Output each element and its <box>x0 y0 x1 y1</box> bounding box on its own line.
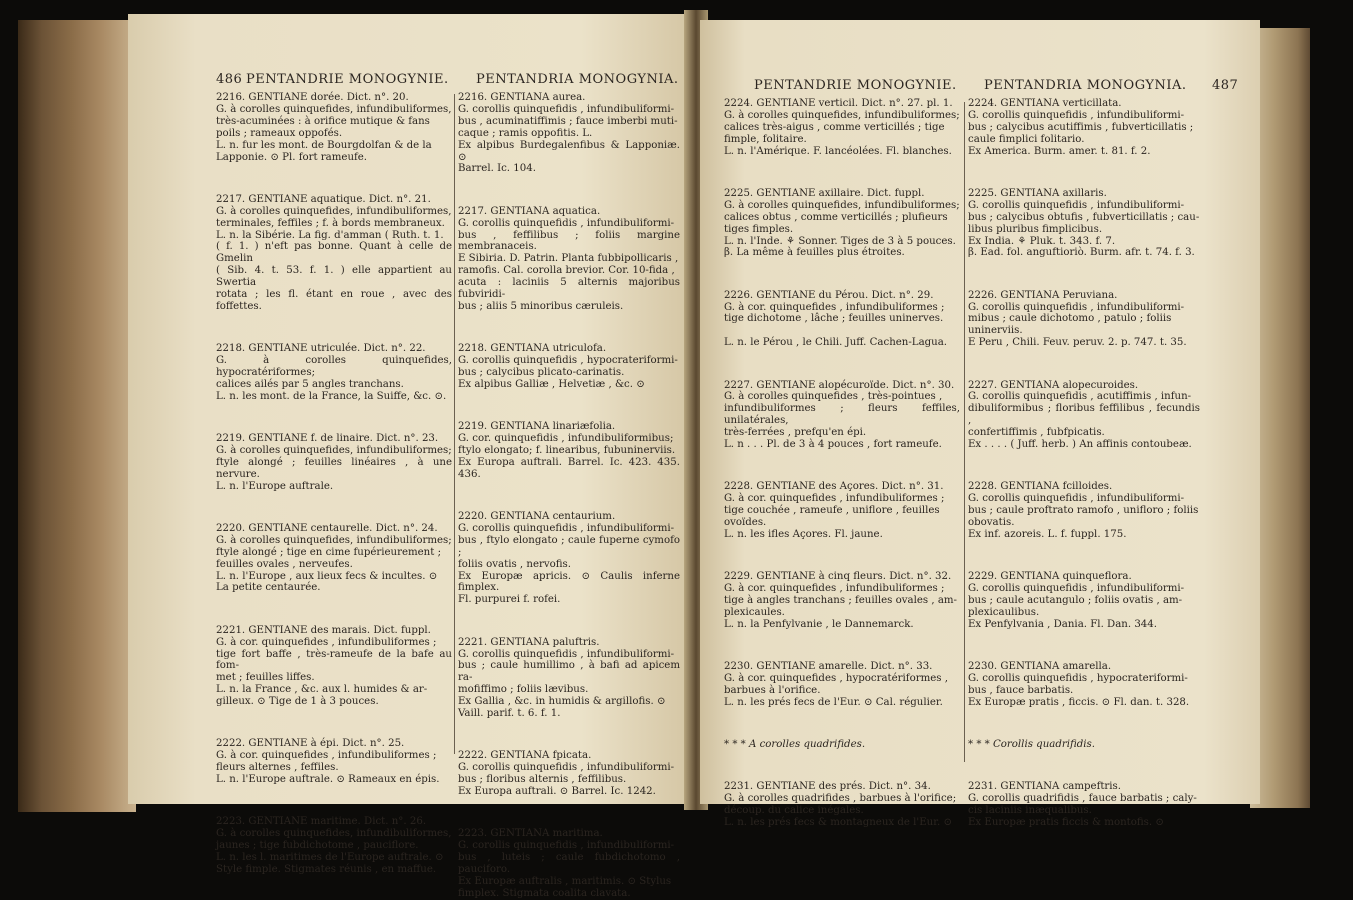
entry-heading-line: 2225. GENTIANE axillaire. Dict. fuppl. <box>724 187 925 199</box>
species-entry <box>724 661 960 709</box>
running-head-fr-right: PENTANDRIE MONOGYNIE. <box>754 78 957 93</box>
entry-heading-line: 2231. GENTIANE des prés. Dict. n°. 34. <box>724 781 931 793</box>
entry-text-line: G. corollis quinquefidis , infundibuliformi- <box>968 583 1185 595</box>
entry-heading-line: 2220. GENTIANA centaurium. <box>458 511 616 523</box>
page-number-right: 487 <box>1212 78 1239 93</box>
entry-text-line: G. corollis quinquefidis , infundibuliformi- <box>458 217 675 229</box>
entry-text-line: G. à corolles quinquefides, infundibuliformes, <box>216 205 452 217</box>
entry-text-line: ftylo elongato; f. linearibus, fubuninerviis. <box>458 444 676 456</box>
entry-heading-line: 2229. GENTIANE à cinq fleurs. Dict. n°. 32. <box>724 571 952 583</box>
species-entry <box>968 781 1200 829</box>
entry-text-line: infundibuliformes ; fleurs feffiles, unilatérales, <box>724 403 960 427</box>
entry-text-line: feuilles ovales , nerveufes. <box>216 558 353 570</box>
entry-text-line: L. n. l'Europe auftrale. <box>216 480 334 492</box>
entry-text-line: Style fimple. Stigmates réunis , en maffue. <box>216 864 437 875</box>
entry-text-line: G. à corolles quinquefides, hypocratériformes; <box>216 355 452 378</box>
entry-text-line: L. n. la Penfylvanie , le Dannemarck. <box>724 618 914 630</box>
entry-text-line: dibuliformibus ; floribus feffilibus , fecundis , <box>968 403 1200 427</box>
entry-text-line: Ex Europa auftrali. ⊙ Barrel. Ic. 1242. <box>458 786 656 798</box>
entry-text-line: bus , ftylo elongato ; caule fuperne cymofo ; <box>458 534 680 558</box>
entry-heading-line: 2221. GENTIANA paluftris. <box>458 636 600 648</box>
entry-text-line: met ; feuilles liffes. <box>216 672 315 684</box>
entry-text-line: ftyle alongé ; feuilles linéaires , à une nervure. <box>216 456 452 480</box>
entry-text-line: ramofis. Cal. corolla brevior. Cor. 10-fida , <box>458 265 675 277</box>
entry-text-line: G. à corolles quinquefides, infundibuliformes, <box>216 828 452 840</box>
entry-text-line: bus ; aliis 5 minoribus cæruleis. <box>458 300 624 312</box>
entry-heading-line: 2217. GENTIANE aquatique. Dict. n°. 21. <box>216 193 431 205</box>
entry-text-line: L. n. les prés fecs de l'Eur. ⊙ Cal. régulier. <box>724 696 943 708</box>
entry-text-line: G. à cor. quinquefides , hypocratériformes , <box>724 672 948 684</box>
entry-text-line: L. n. les mont. de la France, la Suiffe, &c. ⊙. <box>216 390 447 402</box>
entry-heading-line: 2228. GENTIANE des Açores. Dict. n°. 31. <box>724 481 944 493</box>
entry-text-line: G. à corolles quinquefides, infundibuliformes; <box>216 534 452 546</box>
entry-text-line: rotata ; les fl. étant en roue , avec des foffettes. <box>216 289 452 312</box>
species-entry <box>724 380 960 451</box>
entry-text-line: G. corollis quinquefidis , acutiffimis , infun- <box>968 391 1192 403</box>
entry-text-line: gilleux. ⊙ Tige de 1 à 3 pouces. <box>216 696 379 708</box>
entry-text-line: bus ; floribus alternis , feffilibus. <box>458 774 627 786</box>
entry-text-line: G. à cor. quinquefides , infundibuliformes ; <box>216 636 437 648</box>
entry-text-line: Ex Europa auftrali. Barrel. Ic. 423. 435. 436. <box>458 456 680 480</box>
entry-text-line: L. n. l'Europe auftrale. ⊙ Rameaux en épis. <box>216 774 440 786</box>
species-entry <box>458 511 680 606</box>
entry-text-line: L. n. les prés fecs & montagneux de l'Eur. ⊙ <box>724 816 952 828</box>
entry-text-line: fimple, folitaire. <box>724 133 807 145</box>
entry-text-line: L. n. l'Inde. ⚘ Sonner. Tiges de 3 à 5 pouces. <box>724 235 956 247</box>
entry-text-line: G. corollis quinquefidis , hypocrateriformi- <box>968 672 1188 684</box>
entry-text-line: Vaill. parif. t. 6. f. 1. <box>458 708 561 720</box>
species-entry <box>968 661 1200 709</box>
entry-text-line: Ex Gallia , &c. in humidis & argillofis. ⊙ <box>458 696 666 708</box>
entry-text-line: G. à cor. quinquefides , infundibuliformes ; <box>216 750 437 762</box>
entry-text-line: acuta : laciniis 5 alternis majoribus fubviridi- <box>458 277 680 301</box>
entry-text-line: G. à cor. quinquefides , infundibuliformes ; <box>724 583 945 595</box>
entry-text-line: β. Ead. fol. anguftioriò. Burm. afr. t. 74. f. 3. <box>968 247 1195 259</box>
entry-heading-line: 2227. GENTIANA alopecuroides. <box>968 379 1139 391</box>
entry-text-line: bus ; calycibus acutiffimis , fubverticillatis ; <box>968 121 1194 133</box>
entry-text-line: Ex Europæ pratis , ficcis. ⊙ Fl. dan. t. 328. <box>968 696 1190 708</box>
species-entry <box>968 98 1200 158</box>
entry-heading-line: 2223. GENTIANE maritime. Dict. n°. 26. <box>216 816 427 828</box>
entry-text-line: G. corollis quinquefidis , infundibuliformi- <box>458 522 675 534</box>
species-entry <box>724 481 960 541</box>
entry-text-line: L. n. l'Amérique. F. lancéolées. Fl. blanches. <box>724 145 952 157</box>
entry-heading-line: 2221. GENTIANE des marais. Dict. fuppl. <box>216 624 431 636</box>
entry-text-line: β. La même à feuilles plus étroites. <box>724 247 905 259</box>
entry-text-line: Ex America. Burm. amer. t. 81. f. 2. <box>968 145 1151 157</box>
entry-text-line: Ex Europæ pratis ficcis & montofis. ⊙ <box>968 817 1164 828</box>
entry-text-line: G. corollis quinquefidis , infundibuliformi- <box>458 762 675 774</box>
entry-text-line: ( Sib. 4. t. 53. f. 1. ) elle appartient au Swertia <box>216 265 452 289</box>
entry-text-line: mofiffimo ; foliis lævibus. <box>458 684 589 696</box>
species-entry <box>458 206 680 313</box>
entry-text-line: tige à angles tranchans ; feuilles ovales , am- <box>724 594 957 606</box>
entry-heading-line: 2222. GENTIANA fpicata. <box>458 750 592 762</box>
entry-heading-line: 2224. GENTIANE verticil. Dict. n°. 27. pl. 1. <box>724 98 953 109</box>
entry-text-line: L. n. les l. maritimes de l'Europe auftrale. ⊙ <box>216 852 444 864</box>
species-entry <box>216 92 452 163</box>
entry-text-line: tige dichotome , lâche ; feuilles uninerves. <box>724 313 944 325</box>
entry-text-line: terminales, feffiles ; f. à bords membraneux. <box>216 217 445 229</box>
entry-text-line: L. n. les ifles Açores. Fl. jaune. <box>724 528 883 540</box>
entry-text-line: plexicaulibus. <box>968 606 1040 618</box>
entry-text-line: G. corollis quinquefidis , infundibuliformi- <box>458 103 675 115</box>
species-entry <box>968 481 1200 541</box>
entry-text-line: fleurs alternes , feffiles. <box>216 762 339 774</box>
entry-text-line: Ex . . . . ( Juff. herb. ) An affinis contoubeæ. <box>968 439 1192 451</box>
entry-text-line: foliis ovatis , nervofis. <box>458 558 572 570</box>
species-entry <box>216 433 452 493</box>
entry-text-line: ( f. 1. ) n'eft pas bonne. Quant à celle de Gmelin <box>216 241 452 265</box>
entry-text-line: cis laciniis inæqualibus. <box>968 805 1092 817</box>
french-column-left <box>216 92 452 876</box>
entry-heading-line: 2220. GENTIANE centaurelle. Dict. n°. 24. <box>216 522 438 534</box>
species-entry <box>216 816 452 876</box>
entry-text-line: très-acuminées : à orifice mutique & fans <box>216 115 430 127</box>
species-entry <box>968 290 1200 350</box>
species-entry <box>458 828 680 899</box>
entry-text-line: G. à corolles quinquefides , très-pointues , <box>724 391 943 403</box>
entry-text-line: fimplex. Stigmata coalita clavata. <box>458 887 631 899</box>
entry-text-line: mibus ; caule dichotomo , patulo ; foliis <box>968 313 1172 325</box>
column-rule-right <box>964 102 965 762</box>
entry-text-line: découp. du calice inégales. <box>724 805 864 817</box>
species-entry <box>458 92 680 175</box>
species-entry <box>216 343 452 403</box>
entry-text-line: bus , acuminatiffimis ; fauce imberbi muti- <box>458 115 678 127</box>
entry-text-line: Ex alpibus Burdegalenfibus & Lapponiæ. ⊙ <box>458 139 680 163</box>
species-entry <box>458 343 680 391</box>
entry-text-line: L. n. la France , &c. aux l. humides & ar- <box>216 684 428 696</box>
entry-heading-line: 2218. GENTIANE utriculée. Dict. n°. 22. <box>216 343 426 355</box>
entry-heading-line: 2218. GENTIANA utriculofa. <box>458 343 607 355</box>
entry-text-line: Lapponie. ⊙ Pl. fort rameufe. <box>216 151 368 163</box>
running-head-la-left: PENTANDRIA MONOGYNIA. <box>476 72 679 87</box>
entry-text-line: bus ; calycibus obtufis , fubverticillatis ; cau- <box>968 211 1200 223</box>
entry-text-line: bus ; caule humillimo , à bafi ad apicem ra- <box>458 660 680 684</box>
latin-column-right <box>968 98 1200 829</box>
entry-text-line: bus , fauce barbatis. <box>968 684 1074 696</box>
entry-text-line: ovoïdes. <box>724 517 767 529</box>
entry-text-line: Ex Penfylvania , Dania. Fl. Dan. 344. <box>968 618 1158 630</box>
right-page <box>700 20 1260 828</box>
entry-text-line: Fl. purpurei f. rofei. <box>458 594 561 606</box>
entry-text-line: tiges fimples. <box>724 223 794 235</box>
species-entry <box>458 637 680 720</box>
entry-text-line: très-ferrées , prefqu'en épi. <box>724 427 867 439</box>
entry-text-line <box>724 325 960 337</box>
entry-text-line: caque ; ramis oppofitis. L. <box>458 127 593 139</box>
entry-text-line: poils ; rameaux oppofés. <box>216 127 343 139</box>
species-entry <box>216 194 452 313</box>
entry-text-line: ftyle alongé ; tige en cime fupérieurement ; <box>216 546 442 558</box>
species-entry <box>216 625 452 708</box>
entry-text-line: G. corollis quinquefidis , hypocrateriformi- <box>458 355 678 367</box>
entry-text-line: bus , luteis ; caule fubdichotomo , pauciforo. <box>458 852 680 875</box>
entry-text-line: G. corollis quinquefidis , infundibuliformi- <box>968 301 1185 313</box>
entry-text-line: uninerviis. <box>968 325 1023 337</box>
entry-text-line: La petite centaurée. <box>216 582 321 594</box>
running-head-fr-left: PENTANDRIE MONOGYNIE. <box>246 72 449 87</box>
entry-heading-line: 2230. GENTIANE amarelle. Dict. n°. 33. <box>724 661 933 673</box>
entry-text-line: L. n. l'Europe , aux lieux fecs & incultes. ⊙ <box>216 570 438 582</box>
entry-text-line: tige couchée , rameufe , uniflore , feuilles <box>724 505 940 517</box>
entry-text-line: Ex inf. azoreis. L. f. fuppl. 175. <box>968 528 1127 540</box>
species-entry <box>968 739 1200 751</box>
french-column-right <box>724 98 960 829</box>
entry-text-line: barbues à l'orifice. <box>724 684 821 696</box>
running-head-la-right: PENTANDRIA MONOGYNIA. <box>984 78 1187 93</box>
entry-text-line: Ex Europæ auftralis , maritimis. ⊙ Stylus <box>458 875 672 887</box>
entry-heading-line: 2219. GENTIANA linariæfolia. <box>458 421 616 433</box>
entry-heading-line: 2225. GENTIANA axillaris. <box>968 187 1107 199</box>
entry-text-line: G. à corolles quinquefides, infundibuliformes; <box>724 199 960 211</box>
entry-heading-line: 2226. GENTIANA Peruviana. <box>968 289 1118 301</box>
entry-text-line: L. n. fur les mont. de Bourgdolfan & de la <box>216 139 432 151</box>
entry-text-line: G. à cor. quinquefides , infundibuliformes ; <box>724 493 945 505</box>
species-entry <box>724 571 960 631</box>
entry-heading-line: * * * A corolles quadrifides. <box>724 739 866 751</box>
species-entry <box>724 739 960 751</box>
entry-heading-line: 2223. GENTIANA maritima. <box>458 828 603 840</box>
entry-heading-line: 2230. GENTIANA amarella. <box>968 661 1112 673</box>
entry-heading-line: 2217. GENTIANA aquatica. <box>458 205 601 217</box>
column-rule-left <box>454 94 455 754</box>
entry-text-line: bus ; caule acutangulo ; foliis ovatis , am- <box>968 595 1183 606</box>
entry-text-line: L. n. la Sibérie. La fig. d'amman ( Ruth. t. 1. <box>216 229 444 241</box>
entry-heading-line: 2219. GENTIANE f. de linaire. Dict. n°. 23. <box>216 433 439 445</box>
entry-text-line: L. n. le Pérou , le Chili. Juff. Cachen-Lagua. <box>724 337 948 349</box>
entry-heading-line: 2224. GENTIANA verticillata. <box>968 98 1122 109</box>
entry-heading-line: 2229. GENTIANA quinqueflora. <box>968 571 1132 583</box>
entry-text-line: G. à cor. quinquefides , infundibuliformes ; <box>724 301 945 313</box>
entry-text-line: Barrel. Ic. 104. <box>458 163 536 175</box>
species-entry <box>216 523 452 594</box>
entry-text-line: G. corollis quinquefidis , infundibuliformi- <box>968 109 1185 121</box>
entry-text-line: libus pluribus fimplicibus. <box>968 223 1103 235</box>
entry-text-line: bus ; calycibus plicato-carinatis. <box>458 367 625 378</box>
latin-column-left <box>458 92 680 900</box>
page-number-left: 486 <box>216 72 243 87</box>
species-entry <box>724 290 960 350</box>
entry-text-line: Ex alpibus Galliæ , Helvetiæ , &c. ⊙ <box>458 378 645 390</box>
species-entry <box>216 738 452 786</box>
entry-heading-line: 2216. GENTIANA aurea. <box>458 92 586 103</box>
entry-text-line: Ex India. ⚘ Pluk. t. 343. f. 7. <box>968 235 1116 247</box>
left-page <box>128 14 694 899</box>
book-edge-left <box>18 20 136 812</box>
entry-text-line: plexicaules. <box>724 606 785 618</box>
entry-text-line: G. corollis quinquefidis , infundibuliformi- <box>458 648 675 660</box>
entry-text-line: Ex Europæ apricis. ⊙ Caulis inferne fimplex. <box>458 570 680 594</box>
entry-text-line: G. à corolles quadrifides , barbues à l'orifice; <box>724 793 957 805</box>
entry-text-line: obovatis. <box>968 517 1015 529</box>
entry-text-line: jaunes ; tige fubdichotome , pauciflore. <box>216 840 419 852</box>
species-entry <box>968 188 1200 259</box>
entry-heading-line: 2227. GENTIANE alopécuroïde. Dict. n°. 30. <box>724 379 955 391</box>
entry-text-line: E Peru , Chili. Feuv. peruv. 2. p. 747. t. 35. <box>968 337 1187 349</box>
species-entry <box>724 188 960 259</box>
entry-heading-line: * * * Corollis quadrifidis. <box>968 739 1096 751</box>
entry-text-line: E Sibiria. D. Patrin. Planta fubbipollicaris , <box>458 253 679 265</box>
entry-heading-line: 2222. GENTIANE à épi. Dict. n°. 25. <box>216 738 405 750</box>
entry-text-line: G. corollis quinquefidis , infundibuliformi- <box>968 199 1185 211</box>
species-entry <box>968 380 1200 451</box>
entry-text-line: calices très-aigus , comme verticillés ; tige <box>724 121 945 133</box>
entry-heading-line: 2231. GENTIANA campeftris. <box>968 781 1122 793</box>
species-entry <box>458 750 680 798</box>
species-entry <box>968 571 1200 631</box>
entry-text-line: G. corollis quadrifidis , fauce barbatis ; caly- <box>968 793 1197 805</box>
entry-text-line: G. à corolles quinquefides, infundibuliformes, <box>216 103 452 115</box>
entry-text-line: G. à corolles quinquefides, infundibuliformes; <box>724 109 960 121</box>
entry-text-line: G. corollis quinquefidis , infundibuliformi- <box>968 493 1185 505</box>
species-entry <box>458 421 680 481</box>
entry-heading-line: 2226. GENTIANE du Pérou. Dict. n°. 29. <box>724 289 934 301</box>
entry-text-line: G. corollis quinquefidis , infundibuliformi- <box>458 840 675 852</box>
entry-text-line: confertiffimis , fubfpicatis. <box>968 427 1105 439</box>
entry-text-line: G. à corolles quinquefides, infundibuliformes; <box>216 444 452 456</box>
entry-text-line: bus , feffilibus ; foliis margine membranaceis. <box>458 229 680 253</box>
entry-heading-line: 2228. GENTIANA fcilloides. <box>968 481 1113 493</box>
species-entry <box>724 781 960 829</box>
entry-heading-line: 2216. GENTIANE dorée. Dict. n°. 20. <box>216 92 409 103</box>
species-entry <box>724 98 960 158</box>
entry-text-line: calices obtus , comme verticillés ; plufieurs <box>724 211 948 223</box>
entry-text-line: bus ; caule proftrato ramofo , unifloro ; foliis <box>968 505 1199 517</box>
entry-text-line: G. cor. quinquefidis , infundibuliformibus; <box>458 433 674 445</box>
entry-text-line: L. n . . . Pl. de 3 à 4 pouces , fort rameufe. <box>724 439 942 451</box>
entry-text-line: calices ailés par 5 angles tranchans. <box>216 378 404 390</box>
entry-text-line: caule fimplici folitario. <box>968 133 1085 145</box>
entry-text-line: tige fort baffe , très-rameufe de la bafe au fom- <box>216 648 452 672</box>
